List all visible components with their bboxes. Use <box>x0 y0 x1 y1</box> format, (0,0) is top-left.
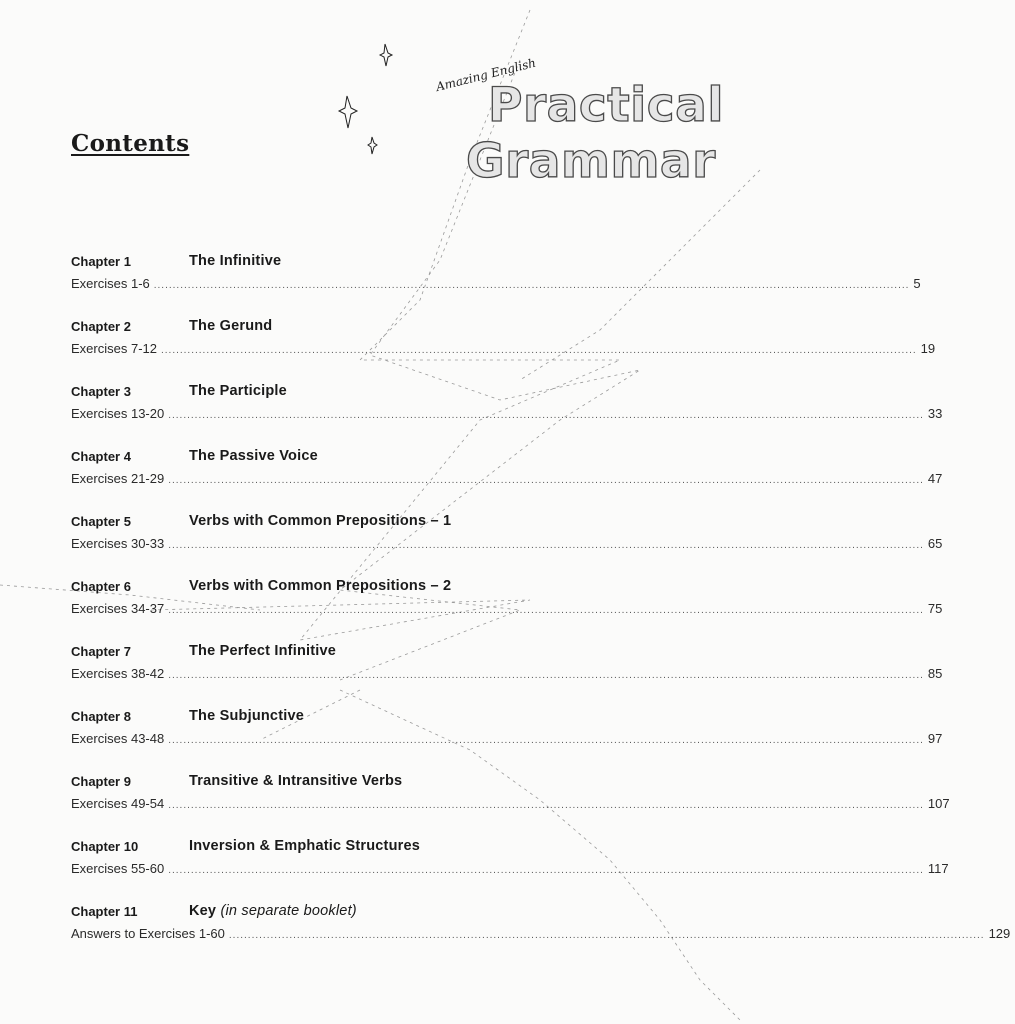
page-number: 85 <box>927 666 943 681</box>
toc-entry[interactable] <box>71 448 943 514</box>
chapter-title: The Subjunctive <box>189 708 304 724</box>
chapter-title: Transitive & Intransitive Verbs <box>189 773 403 789</box>
chapter-number: Chapter 9 <box>71 774 131 789</box>
exercise-range: Exercises 1-6 <box>71 276 150 291</box>
logo-subtitle: Amazing English <box>434 55 538 94</box>
page-number: 107 <box>927 796 950 811</box>
exercise-range: Exercises 7-12 <box>71 341 157 356</box>
toc-entry[interactable] <box>71 578 943 644</box>
page-number: 33 <box>927 406 943 421</box>
dot-leader: ........................................................................................................................................................................................................ <box>168 800 924 811</box>
chapter-number: Chapter 1 <box>71 254 131 269</box>
exercise-range: Exercises 30-33 <box>71 536 165 551</box>
exercise-range: Exercises 55-60 <box>71 861 165 876</box>
dot-leader: ........................................................................................................................................................................................................ <box>168 670 924 681</box>
page-number: 129 <box>988 926 1011 941</box>
chapter-title <box>189 903 357 919</box>
page-number: 97 <box>927 731 943 746</box>
chapter-number: Chapter 11 <box>71 904 138 919</box>
chapter-number: Chapter 8 <box>71 709 131 724</box>
dot-leader: ........................................................................................................................................................................................................ <box>153 280 910 291</box>
dot-leader: ........................................................................................................................................................................................................ <box>168 475 924 486</box>
page-number: 47 <box>927 471 943 486</box>
exercise-range: Exercises 21-29 <box>71 471 165 486</box>
table-of-contents <box>71 253 1011 969</box>
toc-entry[interactable] <box>71 708 943 774</box>
chapter-number: Chapter 4 <box>71 449 131 464</box>
chapter-title: The Infinitive <box>189 253 282 269</box>
page-number: 75 <box>927 601 943 616</box>
page-number: 65 <box>927 536 943 551</box>
page-number: 19 <box>920 341 936 356</box>
dot-leader: ........................................................................................................................................................................................................ <box>168 605 924 616</box>
chapter-number: Chapter 6 <box>71 579 131 594</box>
toc-entry[interactable] <box>71 773 950 839</box>
dot-leader: ........................................................................................................................................................................................................ <box>168 540 924 551</box>
chapter-number: Chapter 3 <box>71 384 131 399</box>
toc-entry[interactable] <box>71 253 921 319</box>
chapter-number: Chapter 5 <box>71 514 131 529</box>
dot-leader: ........................................................................................................................................................................................................ <box>168 865 924 876</box>
exercise-range: Exercises 38-42 <box>71 666 165 681</box>
chapter-title-text: Key <box>189 903 217 919</box>
logo-title-line1: Practical <box>488 78 724 133</box>
chapter-title: The Gerund <box>189 318 273 334</box>
chapter-title: Inversion & Emphatic Structures <box>189 838 421 854</box>
dot-leader: ........................................................................................................................................................................................................ <box>168 410 924 421</box>
star-icon <box>339 96 357 128</box>
toc-entry[interactable] <box>71 383 943 449</box>
exercise-range: Exercises 49-54 <box>71 796 165 811</box>
toc-entry[interactable] <box>71 513 943 579</box>
toc-entry[interactable] <box>71 318 936 384</box>
toc-entry[interactable] <box>71 838 949 904</box>
exercise-range: Exercises 13-20 <box>71 406 165 421</box>
logo-title-line2: Grammar <box>466 134 716 189</box>
page-number: 5 <box>913 276 921 291</box>
chapter-title: The Passive Voice <box>189 448 318 464</box>
toc-entry[interactable] <box>71 643 943 709</box>
star-icon <box>368 137 377 154</box>
exercise-range: Answers to Exercises 1-60 <box>71 926 225 941</box>
exercise-range: Exercises 34-37 <box>71 601 165 616</box>
chapter-number: Chapter 2 <box>71 319 131 334</box>
dot-leader: ........................................................................................................................................................................................................ <box>160 345 917 356</box>
chapter-title: The Perfect Infinitive <box>189 643 337 659</box>
dot-leader: ........................................................................................................................................................................................................ <box>168 735 924 746</box>
chapter-title: Verbs with Common Prepositions – 1 <box>189 513 452 529</box>
chapter-title: The Participle <box>189 383 287 399</box>
page-number: 117 <box>927 861 949 876</box>
chapter-title-note: (in separate booklet) <box>220 903 357 919</box>
exercise-range: Exercises 43-48 <box>71 731 165 746</box>
toc-entry[interactable] <box>71 903 1011 969</box>
chapter-number: Chapter 10 <box>71 839 139 854</box>
chapter-title: Verbs with Common Prepositions – 2 <box>189 578 452 594</box>
chapter-number: Chapter 7 <box>71 644 131 659</box>
dot-leader: ........................................................................................................................................................................................................ <box>228 930 985 941</box>
page-title: Contents <box>71 130 190 157</box>
star-icon <box>380 44 392 66</box>
